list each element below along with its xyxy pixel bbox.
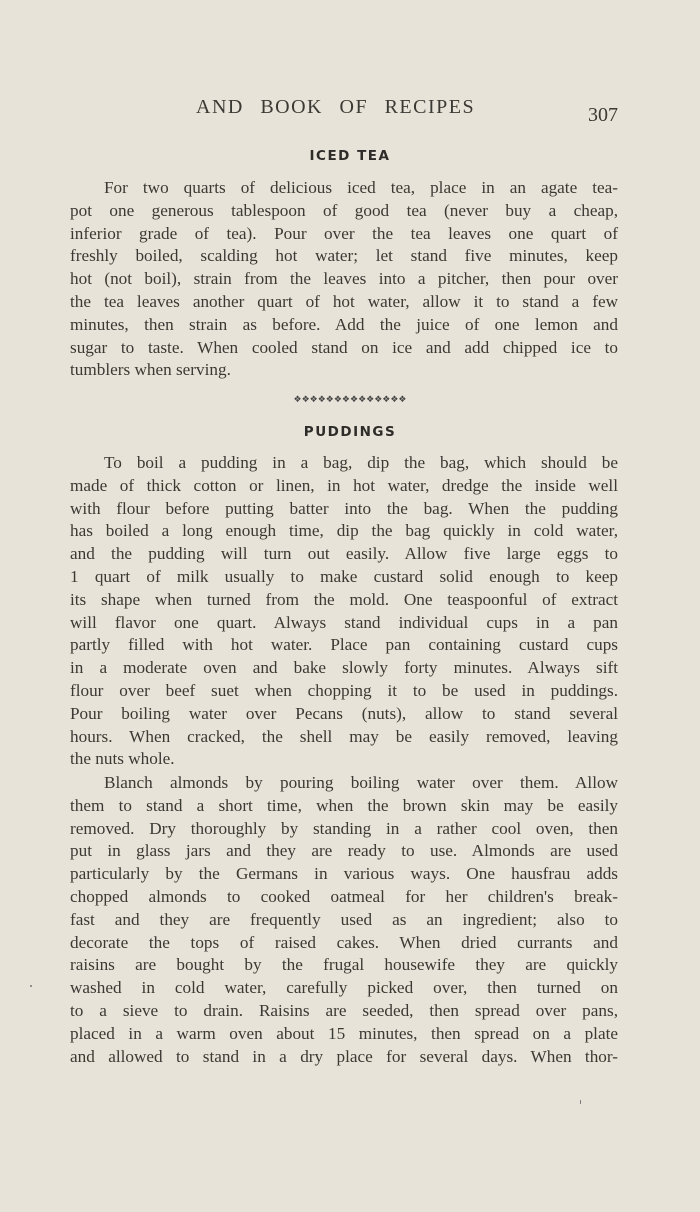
text-line: placed in a warm oven about 15 minutes, then spread on a plate xyxy=(70,1023,618,1043)
text-line: its shape when turned from the mold. One teaspoonful of extract xyxy=(70,589,618,609)
ornament-divider: ❖❖❖❖❖❖❖❖❖❖❖❖❖❖ xyxy=(293,394,407,404)
text-line: to a sieve to drain. Raisins are seeded, then spread over pans, xyxy=(70,1000,618,1020)
text-line: Blanch almonds by pouring boiling water over them. Allow xyxy=(104,773,618,792)
text-line: 1 quart of milk usually to make custard solid enough to keep xyxy=(70,566,618,586)
text-line: and the pudding will turn out easily. Allow five large eggs to xyxy=(70,544,618,564)
text-line: in a moderate oven and bake slowly forty minutes. Always sift xyxy=(70,658,618,678)
text-line: inferior grade of tea). Pour over the tea leaves one quart of xyxy=(70,223,618,243)
section-heading-puddings: PUDDINGS xyxy=(303,424,397,440)
text-line: fast and they are frequently used as an ingredient; also to xyxy=(70,909,618,929)
text-line: them to stand a short time, when the brown skin may be easily xyxy=(70,795,618,815)
scan-speck xyxy=(580,1100,581,1104)
text-line: put in glass jars and they are ready to use. Almonds are used xyxy=(70,841,618,861)
text-line: tumblers when serving. xyxy=(70,360,231,380)
text-line: and allowed to stand in a dry place for several days. When thor- xyxy=(70,1046,618,1066)
text-line: pot one generous tablespoon of good tea (never buy a cheap, xyxy=(70,200,618,220)
text-line: will flavor one quart. Always stand individual cups in a pan xyxy=(70,612,618,632)
puddings-paragraph-1 xyxy=(70,452,618,771)
text-line: partly filled with hot water. Place pan containing custard cups xyxy=(70,635,618,655)
text-line: particularly by the Germans in various ways. One hausfrau adds xyxy=(70,864,618,884)
text-line: freshly boiled, scalding hot water; let stand five minutes, keep xyxy=(70,246,618,266)
text-line: hot (not boil), strain from the leaves into a pitcher, then pour over xyxy=(70,269,618,289)
running-title: AND BOOK OF RECIPES xyxy=(196,96,476,118)
text-line: flour over beef suet when chopping it to be used in puddings. xyxy=(70,680,618,700)
text-line: made of thick cotton or linen, in hot water, dredge the inside well xyxy=(70,475,618,495)
text-line: the tea leaves another quart of hot water, allow it to stand a few xyxy=(70,291,618,311)
text-line: To boil a pudding in a bag, dip the bag, which should be xyxy=(104,453,618,472)
scan-speck xyxy=(30,985,32,987)
text-line: removed. Dry thoroughly by standing in a rather cool oven, then xyxy=(70,818,618,838)
text-line: has boiled a long enough time, dip the bag quickly in cold water, xyxy=(70,521,618,541)
text-line: the nuts whole. xyxy=(70,749,175,769)
text-line: with flour before putting batter into the bag. When the pudding xyxy=(70,498,618,518)
text-line: washed in cold water, carefully picked over, then turned on xyxy=(70,978,618,998)
puddings-paragraph-2 xyxy=(70,772,618,1068)
text-line: raisins are bought by the frugal housewife they are quickly xyxy=(70,955,618,975)
iced-tea-paragraph xyxy=(70,177,618,382)
text-line: hours. When cracked, the shell may be easily removed, leaving xyxy=(70,726,618,746)
section-heading-iced-tea: ICED TEA xyxy=(309,148,391,164)
text-line: sugar to taste. When cooled stand on ice and add chipped ice to xyxy=(70,337,618,357)
text-line: Pour boiling water over Pecans (nuts), allow to stand several xyxy=(70,703,618,723)
text-line: chopped almonds to cooked oatmeal for her children's break- xyxy=(70,886,618,906)
text-line: minutes, then strain as before. Add the juice of one lemon and xyxy=(70,314,618,334)
text-line: For two quarts of delicious iced tea, place in an agate tea- xyxy=(104,178,618,197)
text-line: decorate the tops of raised cakes. When dried currants and xyxy=(70,932,618,952)
page-number: 307 xyxy=(588,104,618,126)
